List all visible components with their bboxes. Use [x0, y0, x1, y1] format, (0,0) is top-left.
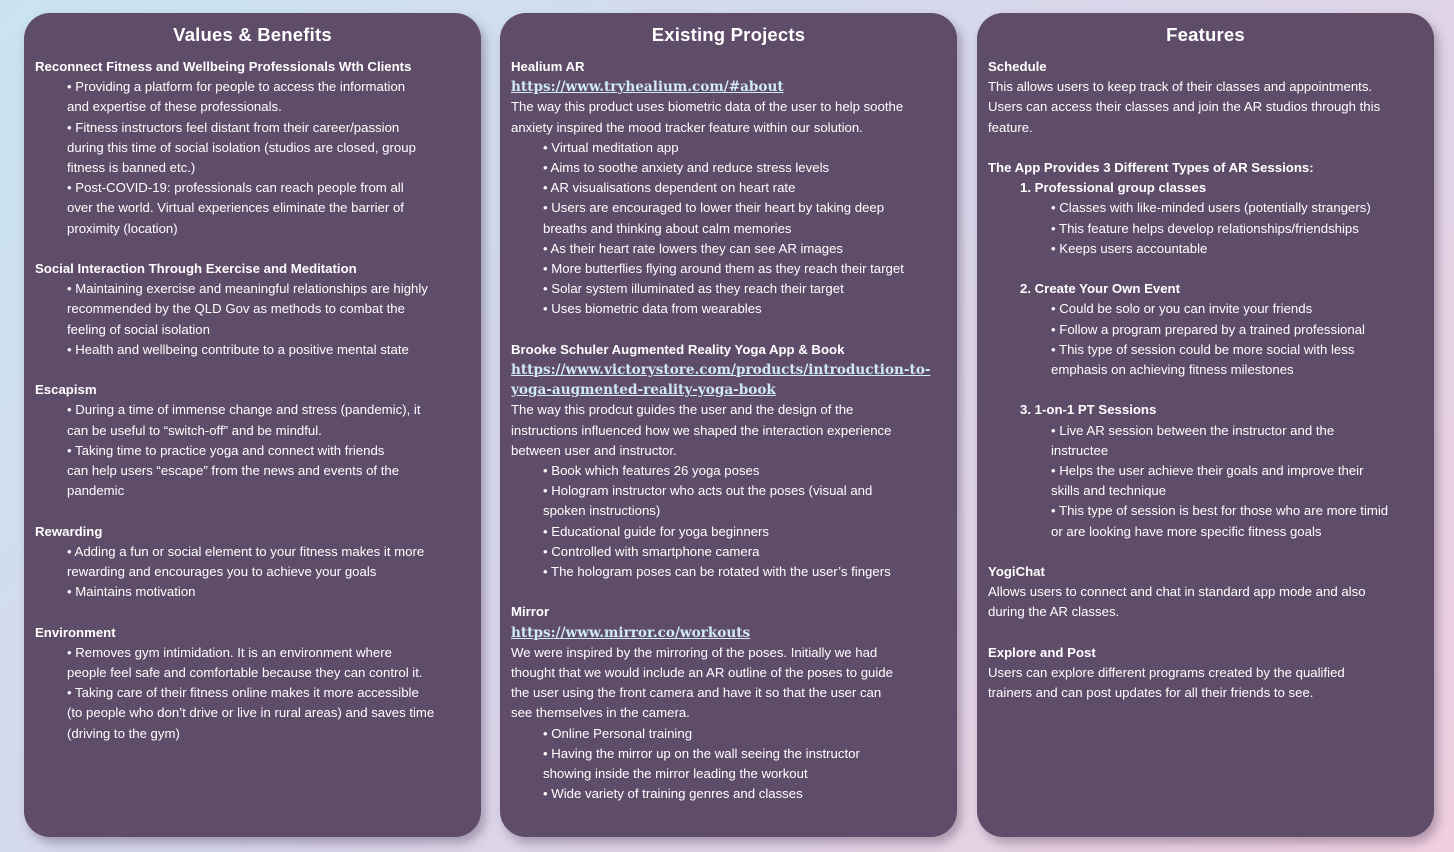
- bullet-line: • This type of session is best for those who are more timid: [1051, 503, 1389, 519]
- bullet-line: • Providing a platform for people to access the information: [67, 79, 406, 95]
- bullet-line: spoken instructions): [543, 503, 661, 519]
- bullet-line: feeling of social isolation: [67, 321, 210, 337]
- bullet-line: • During a time of immense change and stress (pandemic), it: [67, 402, 421, 418]
- bullet-line: • Removes gym intimidation. It is an environment where: [67, 644, 392, 660]
- bullet-line: • Virtual meditation app: [543, 139, 679, 155]
- subsection-heading: 2. Create Your Own Event: [1020, 281, 1181, 297]
- bullet-line: (to people who don’t drive or live in rural areas) and saves time: [67, 705, 435, 721]
- bullet-line: fitness is banned etc.): [67, 160, 196, 176]
- bullet-line: skills and technique: [1051, 483, 1167, 499]
- bullet-line: • Could be solo or you can invite your friends: [1051, 301, 1313, 317]
- bullet-line: recommended by the QLD Gov as methods to combat the: [67, 301, 405, 317]
- panel-content: [988, 57, 1423, 703]
- bullet-line: rewarding and encourages you to achieve your goals: [67, 564, 377, 580]
- bullet-line: • As their heart rate lowers they can see AR images: [543, 240, 844, 256]
- bullet-line: can help users “escape” from the news and events of the: [67, 463, 400, 479]
- subsection-heading: 3. 1-on-1 PT Sessions: [1020, 402, 1157, 418]
- spacer: [988, 623, 1423, 643]
- project-link[interactable]: https://www.tryhealium.com/#about: [511, 79, 784, 96]
- bullet-line: • Solar system illuminated as they reach their target: [543, 281, 844, 297]
- bullet-line: • This feature helps develop relationships/friendships: [1051, 220, 1359, 236]
- section-heading: Mirror: [511, 604, 550, 620]
- spacer: [511, 320, 946, 340]
- paragraph-line: Allows users to connect and chat in standard app mode and also: [988, 584, 1366, 600]
- paragraph-line: between user and instructor.: [511, 442, 677, 458]
- paragraph-line: The way this prodcut guides the user and the design of the: [511, 402, 854, 418]
- project-link[interactable]: https://www.mirror.co/workouts: [511, 624, 751, 641]
- paragraph-line: We were inspired by the mirroring of the poses. Initially we had: [511, 644, 878, 660]
- bullet-line: breaths and thinking about calm memories: [543, 220, 792, 236]
- bullet-line: pandemic: [67, 483, 125, 499]
- bullet-line: and expertise of these professionals.: [67, 99, 282, 115]
- panel-title: Existing Projects: [651, 24, 806, 45]
- bullet-line: • Helps the user achieve their goals and improve their: [1051, 463, 1364, 479]
- bullet-line: • Aims to soothe anxiety and reduce stress levels: [543, 160, 830, 176]
- paragraph-line: Users can access their classes and join the AR studios through this: [988, 99, 1381, 115]
- section-heading: Social Interaction Through Exercise and Meditation: [35, 261, 357, 277]
- panel-content: [35, 57, 470, 744]
- bullet-line: • Post-COVID-19: professionals can reach people from all: [67, 180, 404, 196]
- paragraph-line: The way this product uses biometric data of the user to help soothe: [511, 99, 904, 115]
- bullet-line: • Maintains motivation: [67, 584, 196, 600]
- spacer: [988, 380, 1423, 400]
- bullet-line: over the world. Virtual experiences eliminate the barrier of: [67, 200, 404, 216]
- paragraph-line: Users can explore different programs created by the qualified: [988, 665, 1345, 681]
- bullet-line: • Live AR session between the instructor and the: [1051, 422, 1335, 438]
- bullet-line: • Controlled with smartphone camera: [543, 543, 760, 559]
- panel-title: Values & Benefits: [173, 24, 332, 45]
- bullet-line: • Keeps users accountable: [1051, 240, 1208, 256]
- bullet-line: • This type of session could be more social with less: [1051, 341, 1355, 357]
- bullet-line: • Having the mirror up on the wall seeing the instructor: [543, 745, 860, 761]
- bullet-line: proximity (location): [67, 220, 178, 236]
- paragraph-line: trainers and can post updates for all their friends to see.: [988, 685, 1314, 701]
- section-heading: Environment: [35, 624, 116, 640]
- paragraph-line: feature.: [988, 119, 1033, 135]
- spacer: [988, 259, 1423, 279]
- bullet-line: • Taking time to practice yoga and connect with friends: [67, 442, 385, 458]
- section-heading: Escapism: [35, 382, 97, 398]
- bullet-line: during this time of social isolation (studios are closed, group: [67, 139, 416, 155]
- section-heading: YogiChat: [988, 564, 1045, 580]
- existing-projects-panel: [500, 13, 957, 837]
- paragraph-line: anxiety inspired the mood tracker feature within our solution.: [511, 119, 863, 135]
- paragraph-line: This allows users to keep track of their classes and appointments.: [988, 79, 1373, 95]
- bullet-line: • Hologram instructor who acts out the poses (visual and: [543, 483, 873, 499]
- bullet-line: instructee: [1051, 442, 1109, 458]
- bullet-line: • Maintaining exercise and meaningful relationships are highly: [67, 281, 428, 297]
- project-link[interactable]: https://www.victorystore.com/products/introduction-to-: [511, 362, 931, 379]
- bullet-line: • Adding a fun or social element to your fitness makes it more: [67, 543, 425, 559]
- subsection-heading: 1. Professional group classes: [1020, 180, 1207, 196]
- spacer: [35, 501, 470, 521]
- bullet-line: (driving to the gym): [67, 725, 180, 741]
- paragraph-line: see themselves in the camera.: [511, 705, 690, 721]
- bullet-line: • Classes with like-minded users (potentially strangers): [1051, 200, 1371, 216]
- bullet-line: or are looking have more specific fitness goals: [1051, 523, 1322, 539]
- paragraph-line: thought that we would include an AR outline of the poses to guide: [511, 665, 893, 681]
- bullet-line: • The hologram poses can be rotated with the user’s fingers: [543, 564, 891, 580]
- section-heading: The App Provides 3 Different Types of AR Sessions:: [988, 160, 1314, 175]
- spacer: [988, 138, 1423, 158]
- bullet-line: can be useful to “switch-off” and be mindful.: [67, 422, 322, 438]
- features-panel: [977, 13, 1434, 837]
- panel-title: Features: [1166, 24, 1245, 45]
- spacer: [35, 360, 470, 380]
- section-heading: Explore and Post: [988, 644, 1096, 660]
- bullet-line: • Book which features 26 yoga poses: [543, 463, 760, 479]
- bullet-line: • Users are encouraged to lower their heart by taking deep: [543, 200, 885, 216]
- bullet-line: • Uses biometric data from wearables: [543, 301, 762, 317]
- spacer: [988, 542, 1423, 562]
- bullet-line: • Taking care of their fitness online makes it more accessible: [67, 685, 419, 701]
- spacer: [35, 239, 470, 259]
- bullet-line: people feel safe and comfortable because they can control it.: [67, 665, 423, 681]
- bullet-line: • Fitness instructors feel distant from their career/passion: [67, 119, 400, 135]
- bullet-line: • Follow a program prepared by a trained professional: [1051, 321, 1365, 337]
- bullet-line: • AR visualisations dependent on heart rate: [543, 180, 796, 196]
- values-benefits-panel: [24, 13, 481, 837]
- panel-content: [511, 57, 946, 804]
- section-heading: Reconnect Fitness and Wellbeing Professionals Wth Clients: [35, 59, 412, 74]
- bullet-line: • Health and wellbeing contribute to a positive mental state: [67, 341, 409, 357]
- paragraph-line: during the AR classes.: [988, 604, 1120, 620]
- bullet-line: • More butterflies flying around them as they reach their target: [543, 261, 904, 277]
- paragraph-line: the user using the front camera and have it so that the user can: [511, 685, 882, 701]
- spacer: [511, 582, 946, 602]
- paragraph-line: instructions influenced how we shaped the interaction experience: [511, 422, 892, 438]
- section-heading: Healium AR: [511, 59, 585, 74]
- spacer: [35, 602, 470, 622]
- section-heading: Rewarding: [35, 523, 103, 539]
- section-heading: Brooke Schuler Augmented Reality Yoga App & Book: [511, 341, 845, 357]
- bullet-line: showing inside the mirror leading the workout: [543, 766, 808, 782]
- bullet-line: • Online Personal training: [543, 725, 693, 741]
- bullet-line: • Wide variety of training genres and classes: [543, 786, 803, 802]
- section-heading: Schedule: [988, 59, 1047, 74]
- project-link[interactable]: yoga-augmented-reality-yoga-book: [511, 382, 776, 399]
- bullet-line: • Educational guide for yoga beginners: [543, 523, 770, 539]
- bullet-line: emphasis on achieving fitness milestones: [1051, 362, 1294, 378]
